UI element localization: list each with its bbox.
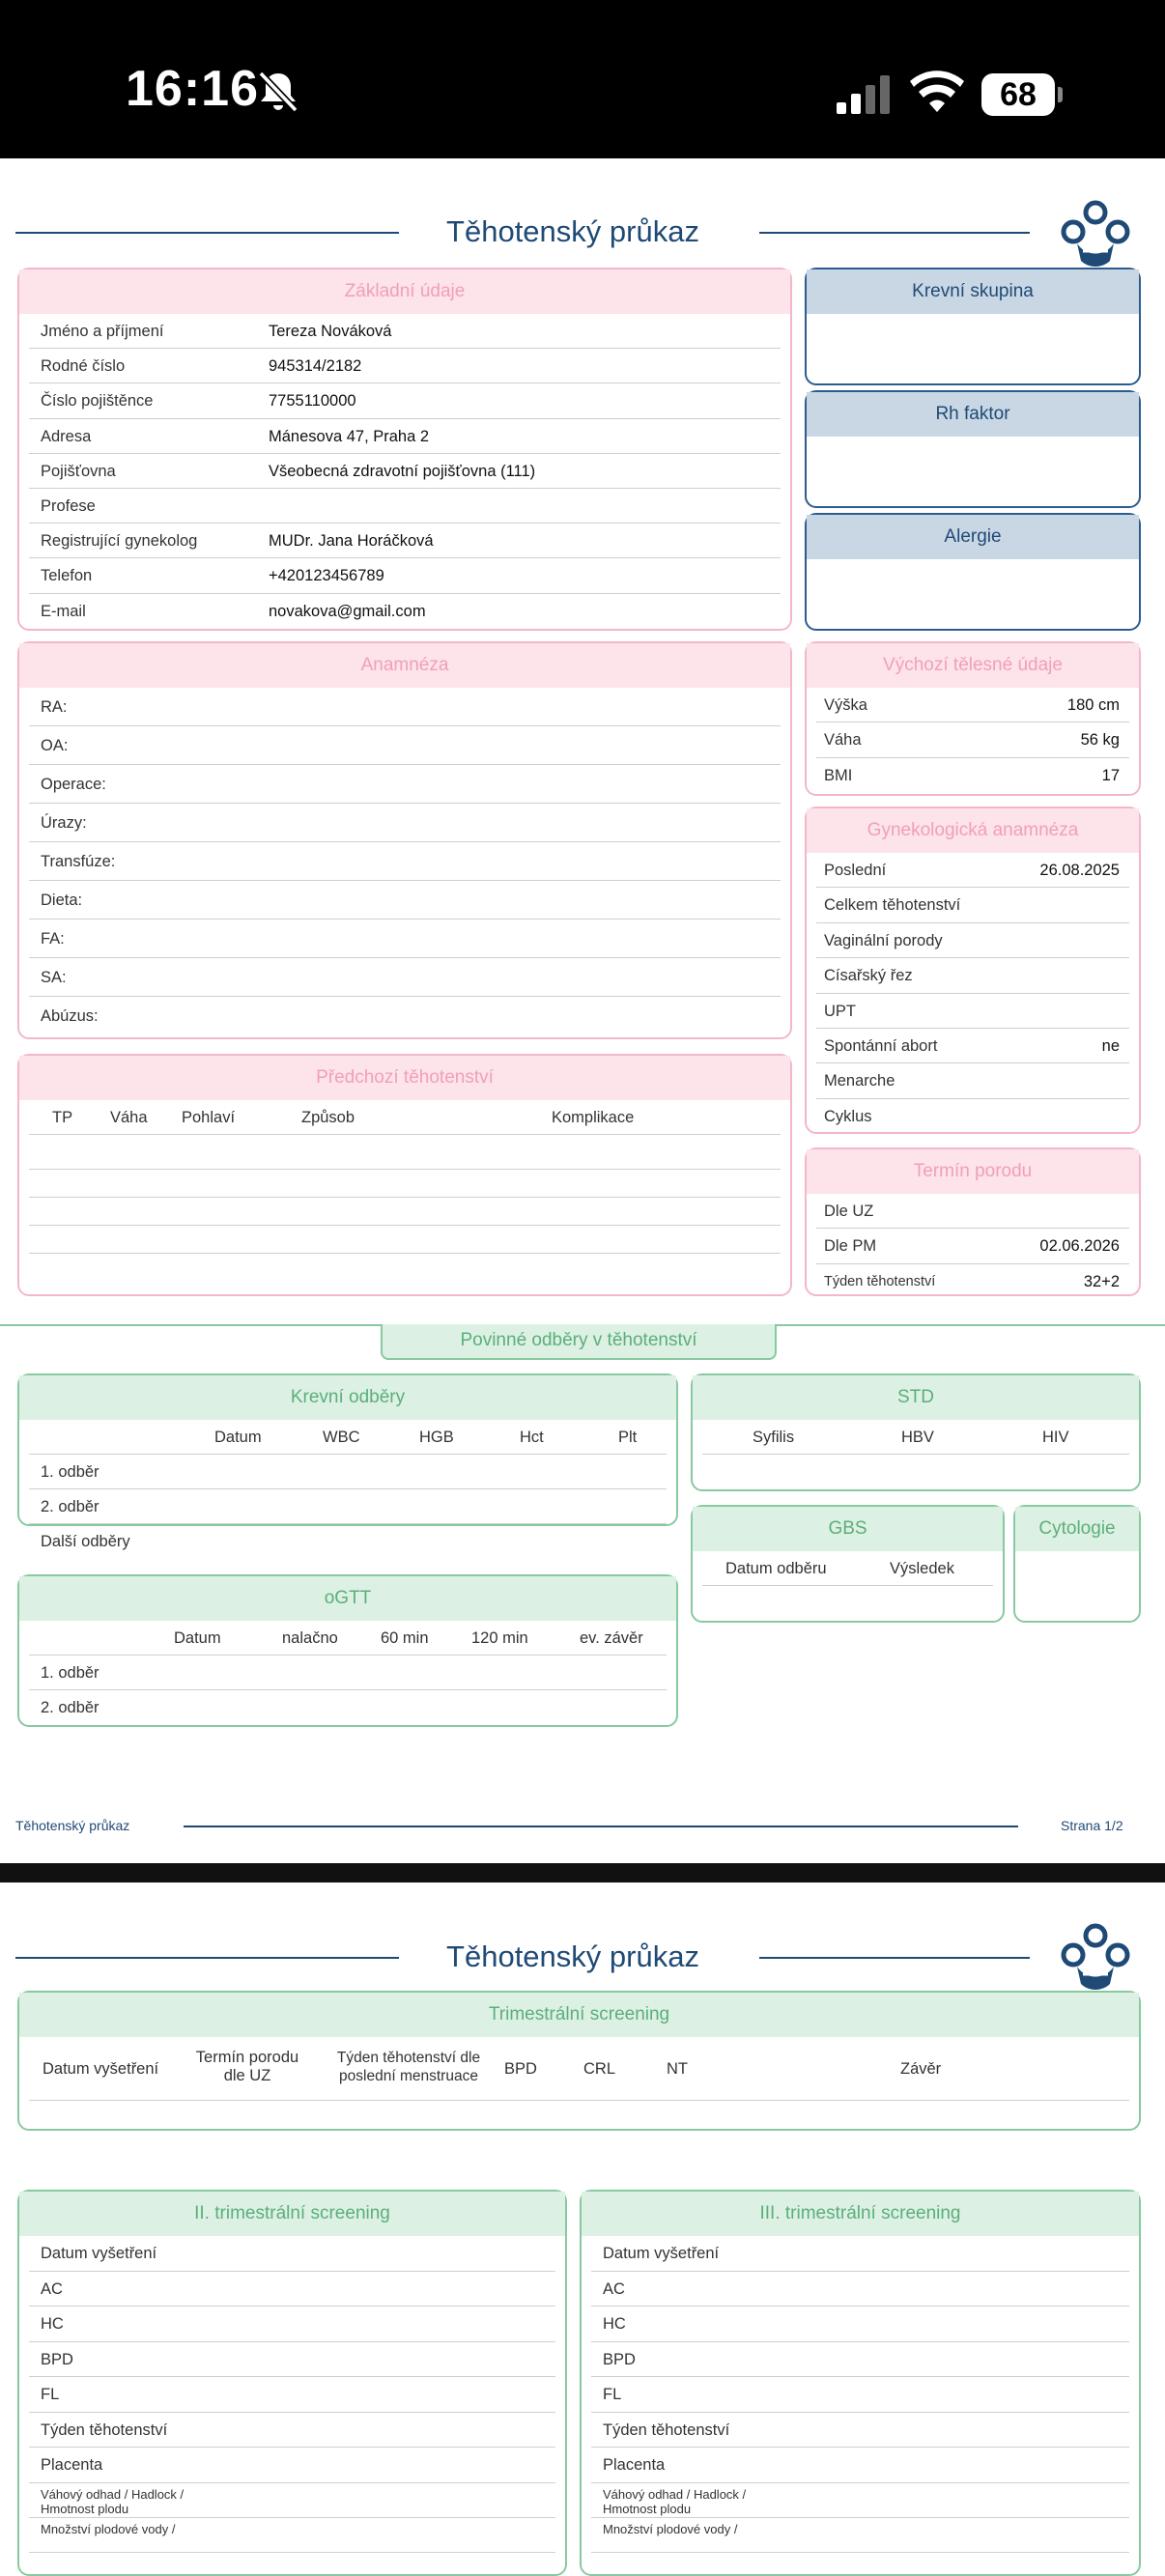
- birth-number: 945314/2182: [269, 357, 362, 376]
- anamnesis-row: RA:: [41, 698, 68, 716]
- col-header: Způsob: [301, 1109, 355, 1126]
- due-label: Týden těhotenství: [824, 1273, 936, 1289]
- screening-row: Placenta: [603, 2456, 666, 2474]
- previous-pregnancies-header: Předchozí těhotenství: [19, 1056, 790, 1100]
- clinic-logo-icon: [1062, 201, 1129, 269]
- pregnancy-week: 32+2: [1083, 1272, 1120, 1290]
- height-value: 180 cm: [1066, 696, 1120, 714]
- col-header: Závěr: [900, 2060, 942, 2078]
- gyn-label: Vaginální porody: [824, 931, 943, 949]
- col-header: Plt: [618, 1429, 638, 1446]
- col-header: Komplikace: [552, 1109, 635, 1126]
- page-number: Strana 1/2: [1061, 1818, 1123, 1833]
- blood-group-header: Krevní skupina: [807, 269, 1139, 314]
- document-page-2: [0, 1882, 1165, 2536]
- email: novakova@gmail.com: [269, 602, 426, 620]
- col-header: nalačno: [282, 1629, 338, 1647]
- col-header: 60 min: [381, 1629, 429, 1647]
- screening-row: Týden těhotenství: [41, 2420, 168, 2439]
- document-title: Těhotenský průkaz: [446, 214, 699, 248]
- col-header: HGB: [419, 1429, 454, 1446]
- gyn-label: Celkem těhotenství: [824, 896, 961, 915]
- mandatory-tests-header: Povinné odběry v těhotenství: [381, 1324, 777, 1360]
- gyn-label: Poslední: [824, 862, 887, 879]
- col-header: ev. závěr: [580, 1629, 643, 1647]
- screening-row: Datum vyšetření: [41, 2245, 157, 2262]
- document-title: Těhotenský průkaz: [446, 1939, 699, 1973]
- clinic-logo-icon: [1062, 1924, 1129, 1992]
- due-label: Dle PM: [824, 1237, 877, 1256]
- gyn-label: UPT: [824, 1002, 856, 1020]
- basic-label: Jméno a příjmení: [41, 323, 164, 340]
- cytology-header: Cytologie: [1015, 1507, 1139, 1551]
- col-header: HBV: [901, 1429, 934, 1446]
- screening-row: HC: [41, 2315, 64, 2333]
- col-header: Hct: [520, 1429, 544, 1446]
- ogtt-row: 2. odběr: [41, 1699, 99, 1717]
- col-header: Datum: [214, 1429, 262, 1446]
- anamnesis-row: SA:: [41, 969, 67, 986]
- allergies-header: Alergie: [807, 515, 1139, 559]
- cellular-signal-icon: [837, 75, 891, 114]
- screening-row: Placenta: [41, 2456, 103, 2474]
- std-header: STD: [693, 1375, 1139, 1420]
- third-trimester-card: [580, 2190, 1141, 2576]
- ogtt-header: oGTT: [19, 1576, 676, 1621]
- screening-row: BPD: [41, 2350, 73, 2368]
- gbs-header: GBS: [693, 1507, 1003, 1551]
- due-date-pm: 02.06.2026: [1039, 1237, 1120, 1256]
- basic-label: Adresa: [41, 427, 92, 445]
- body-label: BMI: [824, 766, 853, 784]
- col-header: Datum odběru: [725, 1560, 827, 1577]
- body-data-card: [805, 641, 1141, 796]
- col-header: Výsledek: [890, 1560, 954, 1577]
- trimester-screening-card: [17, 1991, 1141, 2131]
- third-trimester-header: III. trimestrální screening: [582, 2192, 1139, 2236]
- std-card: [691, 1373, 1141, 1491]
- screening-row: Datum vyšetření: [603, 2245, 720, 2262]
- page-separator: [0, 1863, 1165, 1882]
- col-header: Syfilis: [753, 1429, 795, 1446]
- ogtt-card: [17, 1574, 678, 1727]
- screening-row: Týden těhotenství: [603, 2420, 730, 2439]
- gbs-card: [691, 1505, 1005, 1623]
- col-header: 120 min: [471, 1629, 528, 1647]
- screening-row: HC: [603, 2315, 626, 2333]
- basic-label: E-mail: [41, 602, 86, 620]
- weight-value: 56 kg: [1080, 731, 1120, 750]
- col-header: Týden těhotenství dle poslední menstruace: [336, 2050, 481, 2084]
- bell-muted-icon: [257, 70, 299, 114]
- screening-row: AC: [603, 2279, 625, 2298]
- address: Mánesova 47, Praha 2: [269, 427, 430, 445]
- table-row: [29, 1170, 781, 1198]
- gyn-anamnesis-header: Gynekologická anamnéza: [807, 808, 1139, 853]
- gyn-value: ne: [1101, 1036, 1120, 1055]
- due-label: Dle UZ: [824, 1203, 874, 1220]
- screening-row: Množství plodové vody /: [603, 2521, 738, 2536]
- insurance-company: Všeobecná zdravotní pojišťovna (111): [269, 462, 536, 480]
- col-header: CRL: [583, 2060, 616, 2078]
- anamnesis-row: Abúzus:: [41, 1007, 99, 1025]
- wifi-icon: [910, 71, 964, 114]
- screening-row: BPD: [603, 2350, 636, 2368]
- anamnesis-row: Dieta:: [41, 892, 83, 909]
- screening-row: FL: [603, 2386, 622, 2403]
- basic-label: Profese: [41, 496, 96, 515]
- basic-info-card: [17, 268, 792, 631]
- rh-factor-card: [805, 390, 1141, 508]
- patient-name: Tereza Nováková: [269, 323, 392, 340]
- col-header: Termín porodu dle UZ: [195, 2049, 299, 2084]
- anamnesis-header: Anamnéza: [19, 643, 790, 688]
- page-header: [0, 1882, 1165, 1989]
- anamnesis-card: [17, 641, 792, 1039]
- blood-tests-card: [17, 1373, 678, 1551]
- phone: +420123456789: [269, 567, 384, 585]
- basic-label: Registrující gynekolog: [41, 532, 198, 551]
- screening-row: Váhový odhad / Hadlock / Hmotnost plodu: [41, 2486, 185, 2516]
- allergies-card: [805, 513, 1141, 631]
- table-row: [29, 1198, 781, 1226]
- anamnesis-row: Transfúze:: [41, 853, 116, 870]
- table-row: [29, 1226, 781, 1254]
- basic-label: Rodné číslo: [41, 357, 126, 376]
- col-header: Datum vyšetření: [43, 2060, 159, 2078]
- gyn-anamnesis-card: [805, 807, 1141, 1134]
- blood-test-row: 1. odběr: [41, 1463, 99, 1481]
- status-time: 16:16: [126, 61, 259, 117]
- basic-label: Telefon: [41, 567, 93, 585]
- gyn-value: 26.08.2025: [1039, 862, 1120, 879]
- screening-row: AC: [41, 2279, 63, 2298]
- anamnesis-row: Úrazy:: [41, 814, 87, 832]
- second-trimester-header: II. trimestrální screening: [19, 2192, 565, 2236]
- ogtt-row: 1. odběr: [41, 1664, 99, 1682]
- cytology-card: [1013, 1505, 1141, 1623]
- basic-label: Číslo pojištěnce: [41, 392, 154, 410]
- table-row: [29, 1135, 781, 1170]
- blood-test-row: 2. odběr: [41, 1498, 99, 1516]
- bmi-value: 17: [1101, 766, 1120, 784]
- col-header: HIV: [1042, 1429, 1069, 1446]
- anamnesis-row: Operace:: [41, 776, 106, 793]
- anamnesis-row: OA:: [41, 737, 69, 754]
- body-label: Výška: [824, 696, 867, 714]
- blood-test-row: Další odběry: [41, 1533, 130, 1551]
- due-date-card: [805, 1147, 1141, 1296]
- body-data-header: Výchozí tělesné údaje: [807, 643, 1139, 688]
- body-label: Váha: [824, 731, 862, 750]
- screening-row: Váhový odhad / Hadlock / Hmotnost plodu: [603, 2486, 747, 2516]
- screening-row: Množství plodové vody /: [41, 2521, 176, 2536]
- screening-row: FL: [41, 2386, 60, 2403]
- col-header: BPD: [504, 2060, 537, 2078]
- status-bar: [0, 0, 1165, 158]
- gyn-label: Spontánní abort: [824, 1036, 938, 1055]
- footer-title: Těhotenský průkaz: [15, 1818, 130, 1833]
- gynecologist: MUDr. Jana Horáčková: [269, 532, 434, 551]
- insurance-number: 7755110000: [269, 392, 356, 410]
- battery-icon: [981, 73, 1063, 116]
- previous-pregnancies-card: [17, 1054, 792, 1296]
- col-header: Pohlaví: [182, 1109, 236, 1126]
- gyn-label: Císařský řez: [824, 967, 913, 985]
- trimester-screening-header: Trimestrální screening: [19, 1993, 1139, 2037]
- anamnesis-row: FA:: [41, 930, 65, 948]
- document-page-1: [0, 158, 1165, 1863]
- blood-tests-header: Krevní odběry: [19, 1375, 676, 1420]
- col-header: Váha: [110, 1109, 148, 1126]
- second-trimester-card: [17, 2190, 567, 2576]
- col-header: Datum: [174, 1629, 221, 1647]
- basic-info-header: Základní údaje: [19, 269, 790, 314]
- basic-label: Pojišťovna: [41, 462, 116, 480]
- col-header: WBC: [323, 1429, 360, 1446]
- col-header: TP: [52, 1109, 73, 1126]
- page-header: [0, 158, 1165, 265]
- rh-factor-header: Rh faktor: [807, 392, 1139, 437]
- gyn-label: Menarche: [824, 1072, 895, 1090]
- col-header: NT: [667, 2060, 688, 2078]
- battery-level: 68: [981, 73, 1055, 116]
- gyn-label: Cyklus: [824, 1107, 872, 1125]
- due-date-header: Termín porodu: [807, 1149, 1139, 1194]
- blood-group-card: [805, 268, 1141, 385]
